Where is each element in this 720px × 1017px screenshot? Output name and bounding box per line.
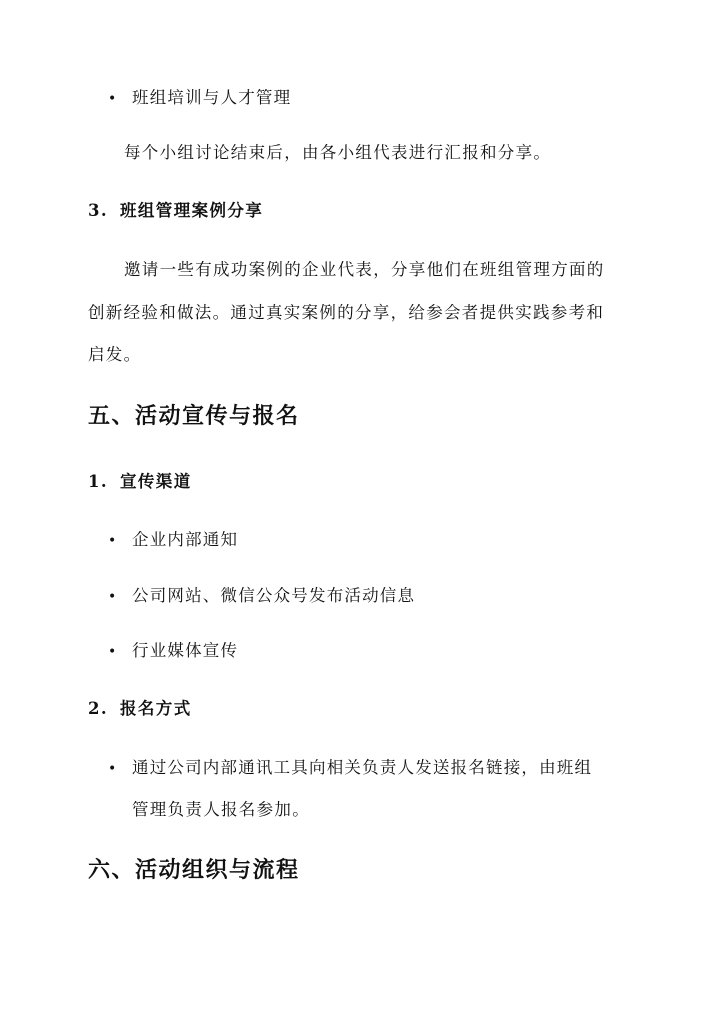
list-item (108, 760, 592, 777)
subheading-case-sharing (88, 203, 263, 220)
paragraph-case-line-2: 创新经验和做法。通过真实案例的分享，给参会者提供实践参考和 (88, 303, 605, 322)
list-item-text: 通过公司内部通讯工具向相关负责人发送报名链接，由班组 (132, 758, 593, 777)
list-item (108, 643, 238, 660)
list-item-text: 行业媒体宣传 (132, 641, 239, 660)
bullet-glyph: • (108, 91, 118, 107)
subheading-signup (88, 701, 192, 718)
paragraph-case-line-3: 启发。 (88, 345, 142, 364)
list-item-text: 企业内部通知 (132, 530, 239, 549)
bullet-glyph: • (108, 761, 118, 777)
list-item-continuation: 管理负责人报名参加。 (132, 800, 310, 819)
paragraph-report: 每个小组讨论结束后，由各小组代表进行汇报和分享。 (124, 143, 552, 162)
subheading-text: 班组管理案例分享 (120, 201, 264, 220)
bullet-glyph: • (108, 589, 118, 605)
bullet-glyph: • (108, 533, 118, 549)
bullet-glyph: • (108, 644, 118, 660)
section-heading-organization: 六、活动组织与流程 (88, 857, 300, 883)
subheading-text: 宣传渠道 (120, 472, 192, 491)
subheading-number: 2. (88, 699, 109, 718)
subheading-text: 报名方式 (120, 699, 192, 718)
list-item (108, 532, 238, 549)
list-item (108, 90, 291, 107)
subheading-number: 1. (88, 472, 109, 491)
section-heading-promotion: 五、活动宣传与报名 (88, 403, 300, 429)
paragraph-case-line-1: 邀请一些有成功案例的企业代表，分享他们在班组管理方面的 (124, 260, 605, 279)
subheading-number: 3. (88, 201, 109, 220)
list-item-text: 班组培训与人才管理 (132, 88, 292, 107)
list-item-text: 公司网站、微信公众号发布活动信息 (132, 586, 416, 605)
subheading-channels (88, 474, 192, 491)
list-item (108, 588, 415, 605)
